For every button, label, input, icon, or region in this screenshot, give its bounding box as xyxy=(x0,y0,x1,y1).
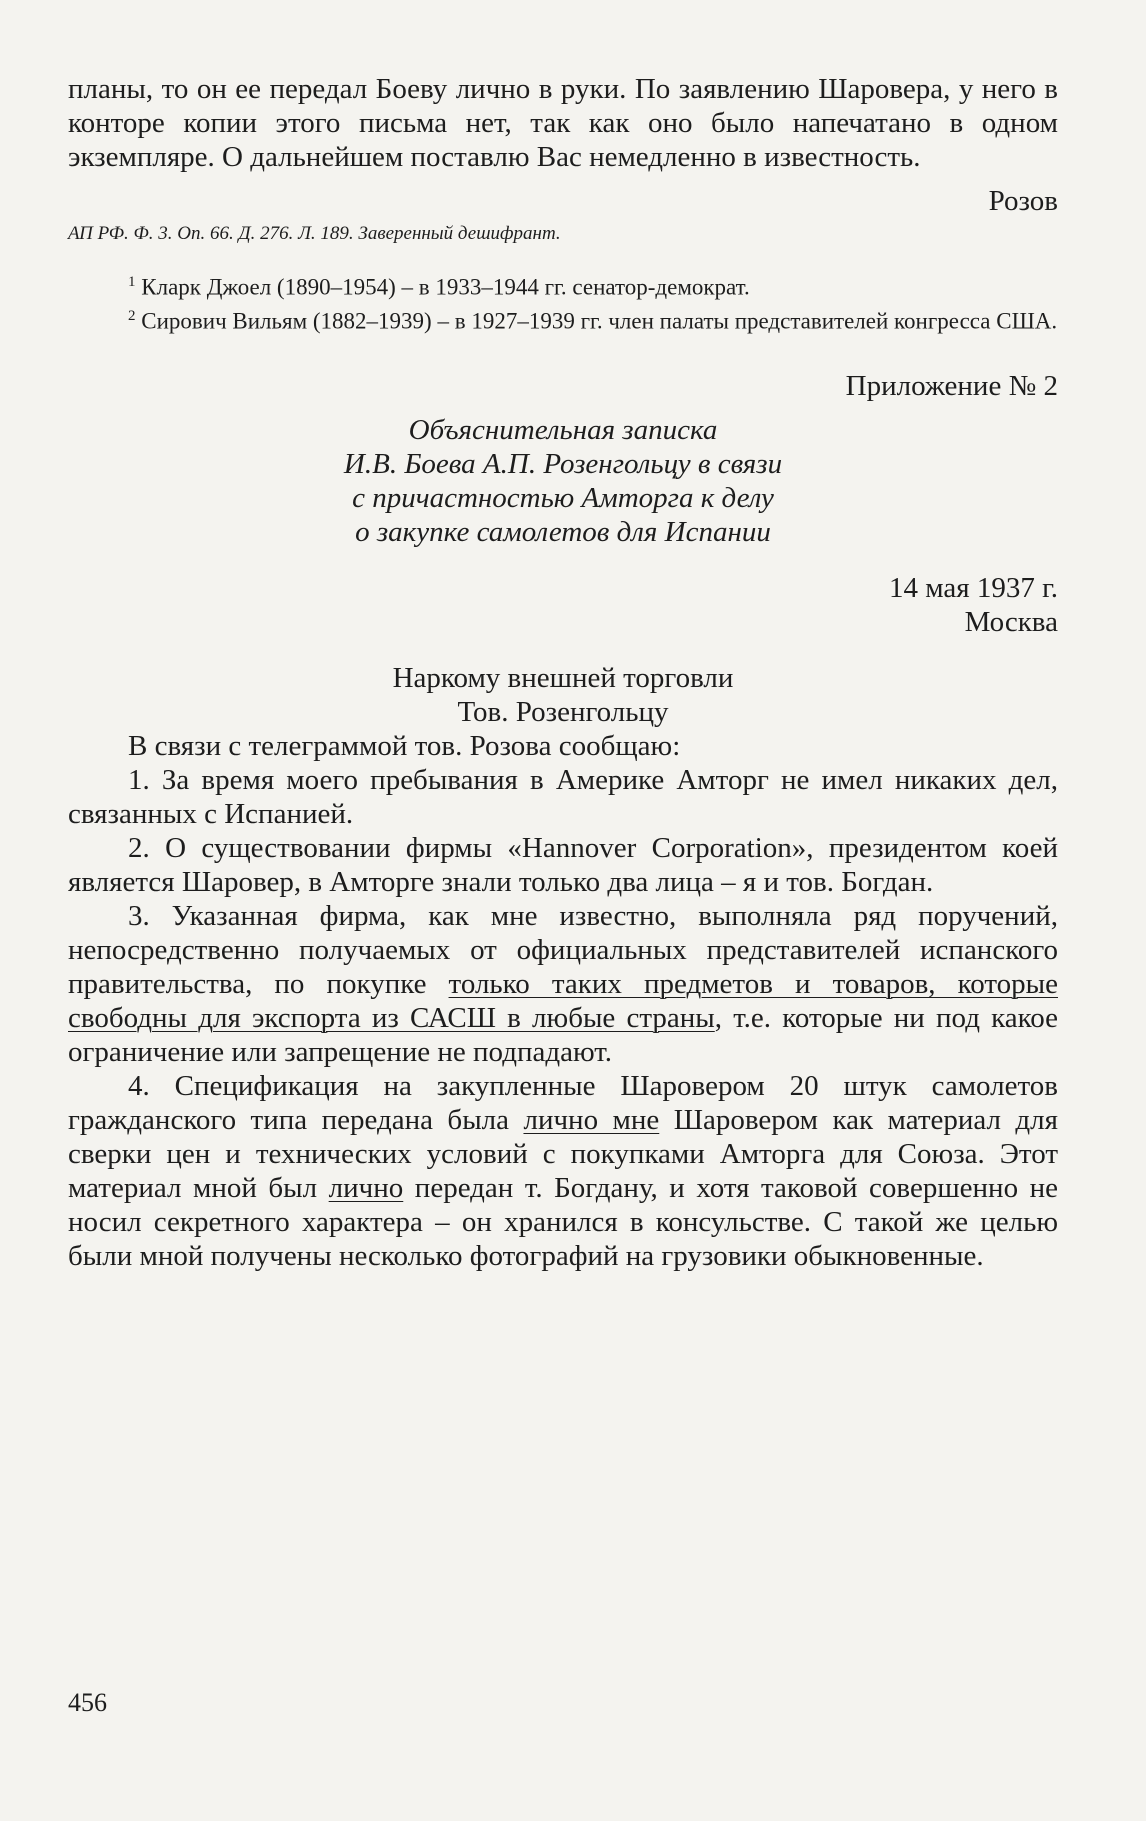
document-date: 14 мая 1937 г. xyxy=(889,572,1058,605)
body-item-4-text-a: 4. Спецификация на закупленные Шаровером 20 штук самолетов гражданского типа передана была xyxy=(68,1070,1058,1137)
body-item-3-text-a: 3. Указанная фирма, как мне известно, выполняла ряд поручений, непосредственно получаемых от официальных представителей испанского правительства, по покупке xyxy=(68,900,1058,1001)
footnote-1 xyxy=(68,268,1058,302)
addressee-line-2: Тов. Розенгольцу xyxy=(457,696,669,729)
archive-reference: АП РФ. Ф. 3. Оп. 66. Д. 276. Л. 189. Заверенный дешифрант. xyxy=(68,223,561,244)
body-item-3 xyxy=(68,899,1058,1069)
body-item-4-underlined-2: лично xyxy=(328,1172,404,1205)
body-item-3-text-b: , т.е. которые ни под какое ограничение или запрещение не подпадают. xyxy=(68,1002,1058,1069)
addressee-line-1: Наркому внешней торговли xyxy=(392,662,734,695)
doc-title-line-1: Объяснительная записка xyxy=(408,414,718,447)
body-item-4-text-c: передан т. Богдану, и хотя таковой совершенно не носил секретного характера – он хранился в консульстве. С такой же целью были мной получены несколько фотографий на грузовики обыкновенные. xyxy=(68,1172,1058,1273)
page-number: 456 xyxy=(68,1688,107,1717)
doc-title-line-4: о закупке самолетов для Испании xyxy=(355,516,771,549)
signature: Розов xyxy=(988,185,1058,217)
document-page xyxy=(68,72,1058,1273)
body-item-4-text-b: Шаровером как материал для сверки цен и технических условий с покупками Амторга для Союза. Этот материал мной был xyxy=(68,1104,1058,1205)
footnote-2 xyxy=(68,302,1058,336)
body-intro: В связи с телеграммой тов. Розова сообщаю: xyxy=(128,730,681,763)
body-item-4 xyxy=(68,1069,1058,1273)
document-place: Москва xyxy=(964,606,1058,639)
continuation-paragraph: планы, то он ее передал Боеву лично в руки. По заявлению Шаровера, у него в конторе копии этого письма нет, так как оно было напечатано в одном экземпляре. О дальнейшем поставлю Вас немедленно в известность. xyxy=(68,73,1058,173)
body-item-1: 1. За время моего пребывания в Америке Амторг не имел никаких дел, связанных с Испанией. xyxy=(68,764,1058,831)
footnote-1-number: 1 xyxy=(128,274,136,290)
footnote-1-text: Кларк Джоел (1890–1954) – в 1933–1944 гг. сенатор-демократ. xyxy=(141,274,750,300)
appendix-label: Приложение № 2 xyxy=(845,370,1058,403)
body-item-3-underlined: только таких предметов и товаров, которые свободны для экспорта из САСШ в любые страны xyxy=(68,968,1058,1035)
doc-title-line-3: с причастностью Амторга к делу xyxy=(352,482,774,515)
body-item-2: 2. О существовании фирмы «Hannover Corporation», президентом коей является Шаровер, в Амторге знали только два лица – я и тов. Богдан. xyxy=(68,832,1058,899)
doc-title-line-2: И.В. Боева А.П. Розенгольцу в связи xyxy=(343,448,783,481)
body-item-4-underlined-1: лично мне xyxy=(523,1104,660,1137)
footnote-2-number: 2 xyxy=(128,307,136,324)
footnote-2-text: Сирович Вильям (1882–1939) – в 1927–1939 гг. член палаты представителей конгресса США. xyxy=(141,308,1058,334)
